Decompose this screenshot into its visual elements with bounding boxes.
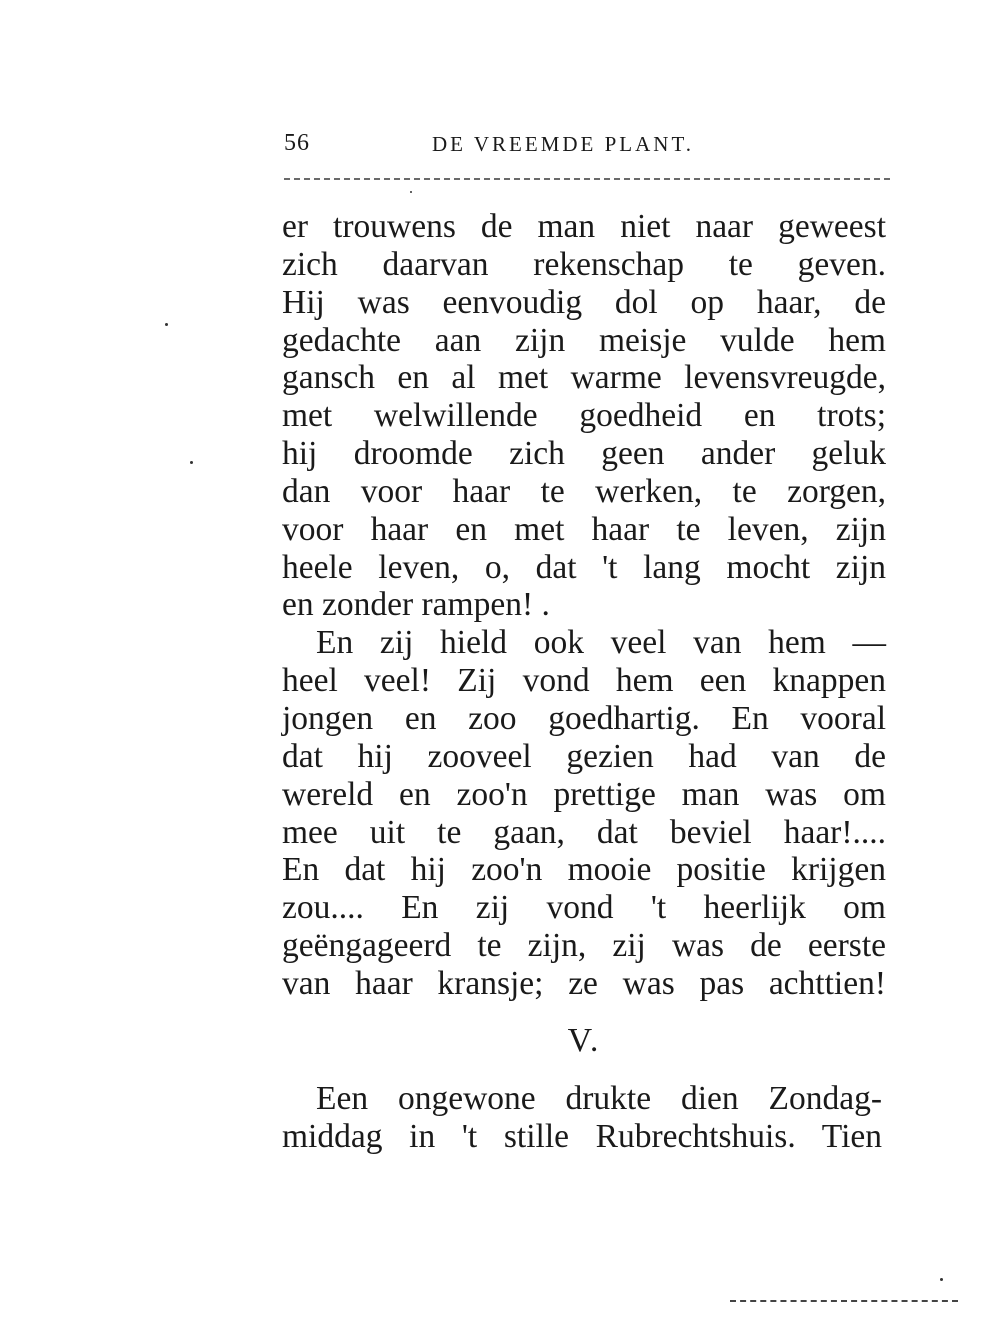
text-line: zou.... En zij vond 't heerlijk om [282,889,886,927]
text-line: dan voor haar te werken, te zorgen, [282,472,886,510]
section-text [282,1080,882,1156]
text-line: voor haar en met haar te leven, zijn [282,510,886,548]
text-line: van haar kransje; ze was pas achttien! [282,964,886,1002]
text-line: Een ongewone drukte dien Zondag- [316,1080,882,1117]
text-line: en zonder rampen! . [282,586,550,624]
page-number: 56 [284,130,310,156]
scan-speck [165,323,168,326]
running-head: DE VREEMDE PLANT. [432,132,694,156]
text-line: dat hij zooveel gezien had van de [282,737,886,775]
text-line: mee uit te gaan, dat beviel haar!.... [282,813,886,851]
text-line: En zij hield ook veel van hem — [316,624,886,662]
footer-rule [730,1300,958,1302]
text-line: En dat hij zoo'n mooie positie krijgen [282,851,886,889]
text-line: met welwillende goedheid en trots; [282,397,886,435]
page-header [284,130,884,166]
text-line: Hij was eenvoudig dol op haar, de [282,283,886,321]
header-rule [284,178,890,180]
text-line: hij droomde zich geen ander geluk [282,435,886,473]
text-line: heele leven, o, dat 't lang mocht zijn [282,548,886,586]
text-line: wereld en zoo'n prettige man was om [282,775,886,813]
text-line: geëngageerd te zijn, zij was de eerste [282,927,886,965]
scan-speck [410,191,412,193]
text-line: jongen en zoo goedhartig. En vooral [282,699,886,737]
section-heading: V. [567,1022,601,1059]
scan-speck [940,1278,943,1281]
text-line: gedachte aan zijn meisje vulde hem [282,321,886,359]
body-text [282,208,886,1003]
text-line: zich daarvan rekenschap te geven. [282,245,886,283]
text-line: gansch en al met warme levensvreugde, [282,359,886,397]
text-line: middag in 't stille Rubrechtshuis. Tien [282,1117,882,1155]
scan-speck [190,461,193,464]
text-line: er trouwens de man niet naar geweest [282,208,886,245]
text-line: heel veel! Zij vond hem een knappen [282,662,886,700]
